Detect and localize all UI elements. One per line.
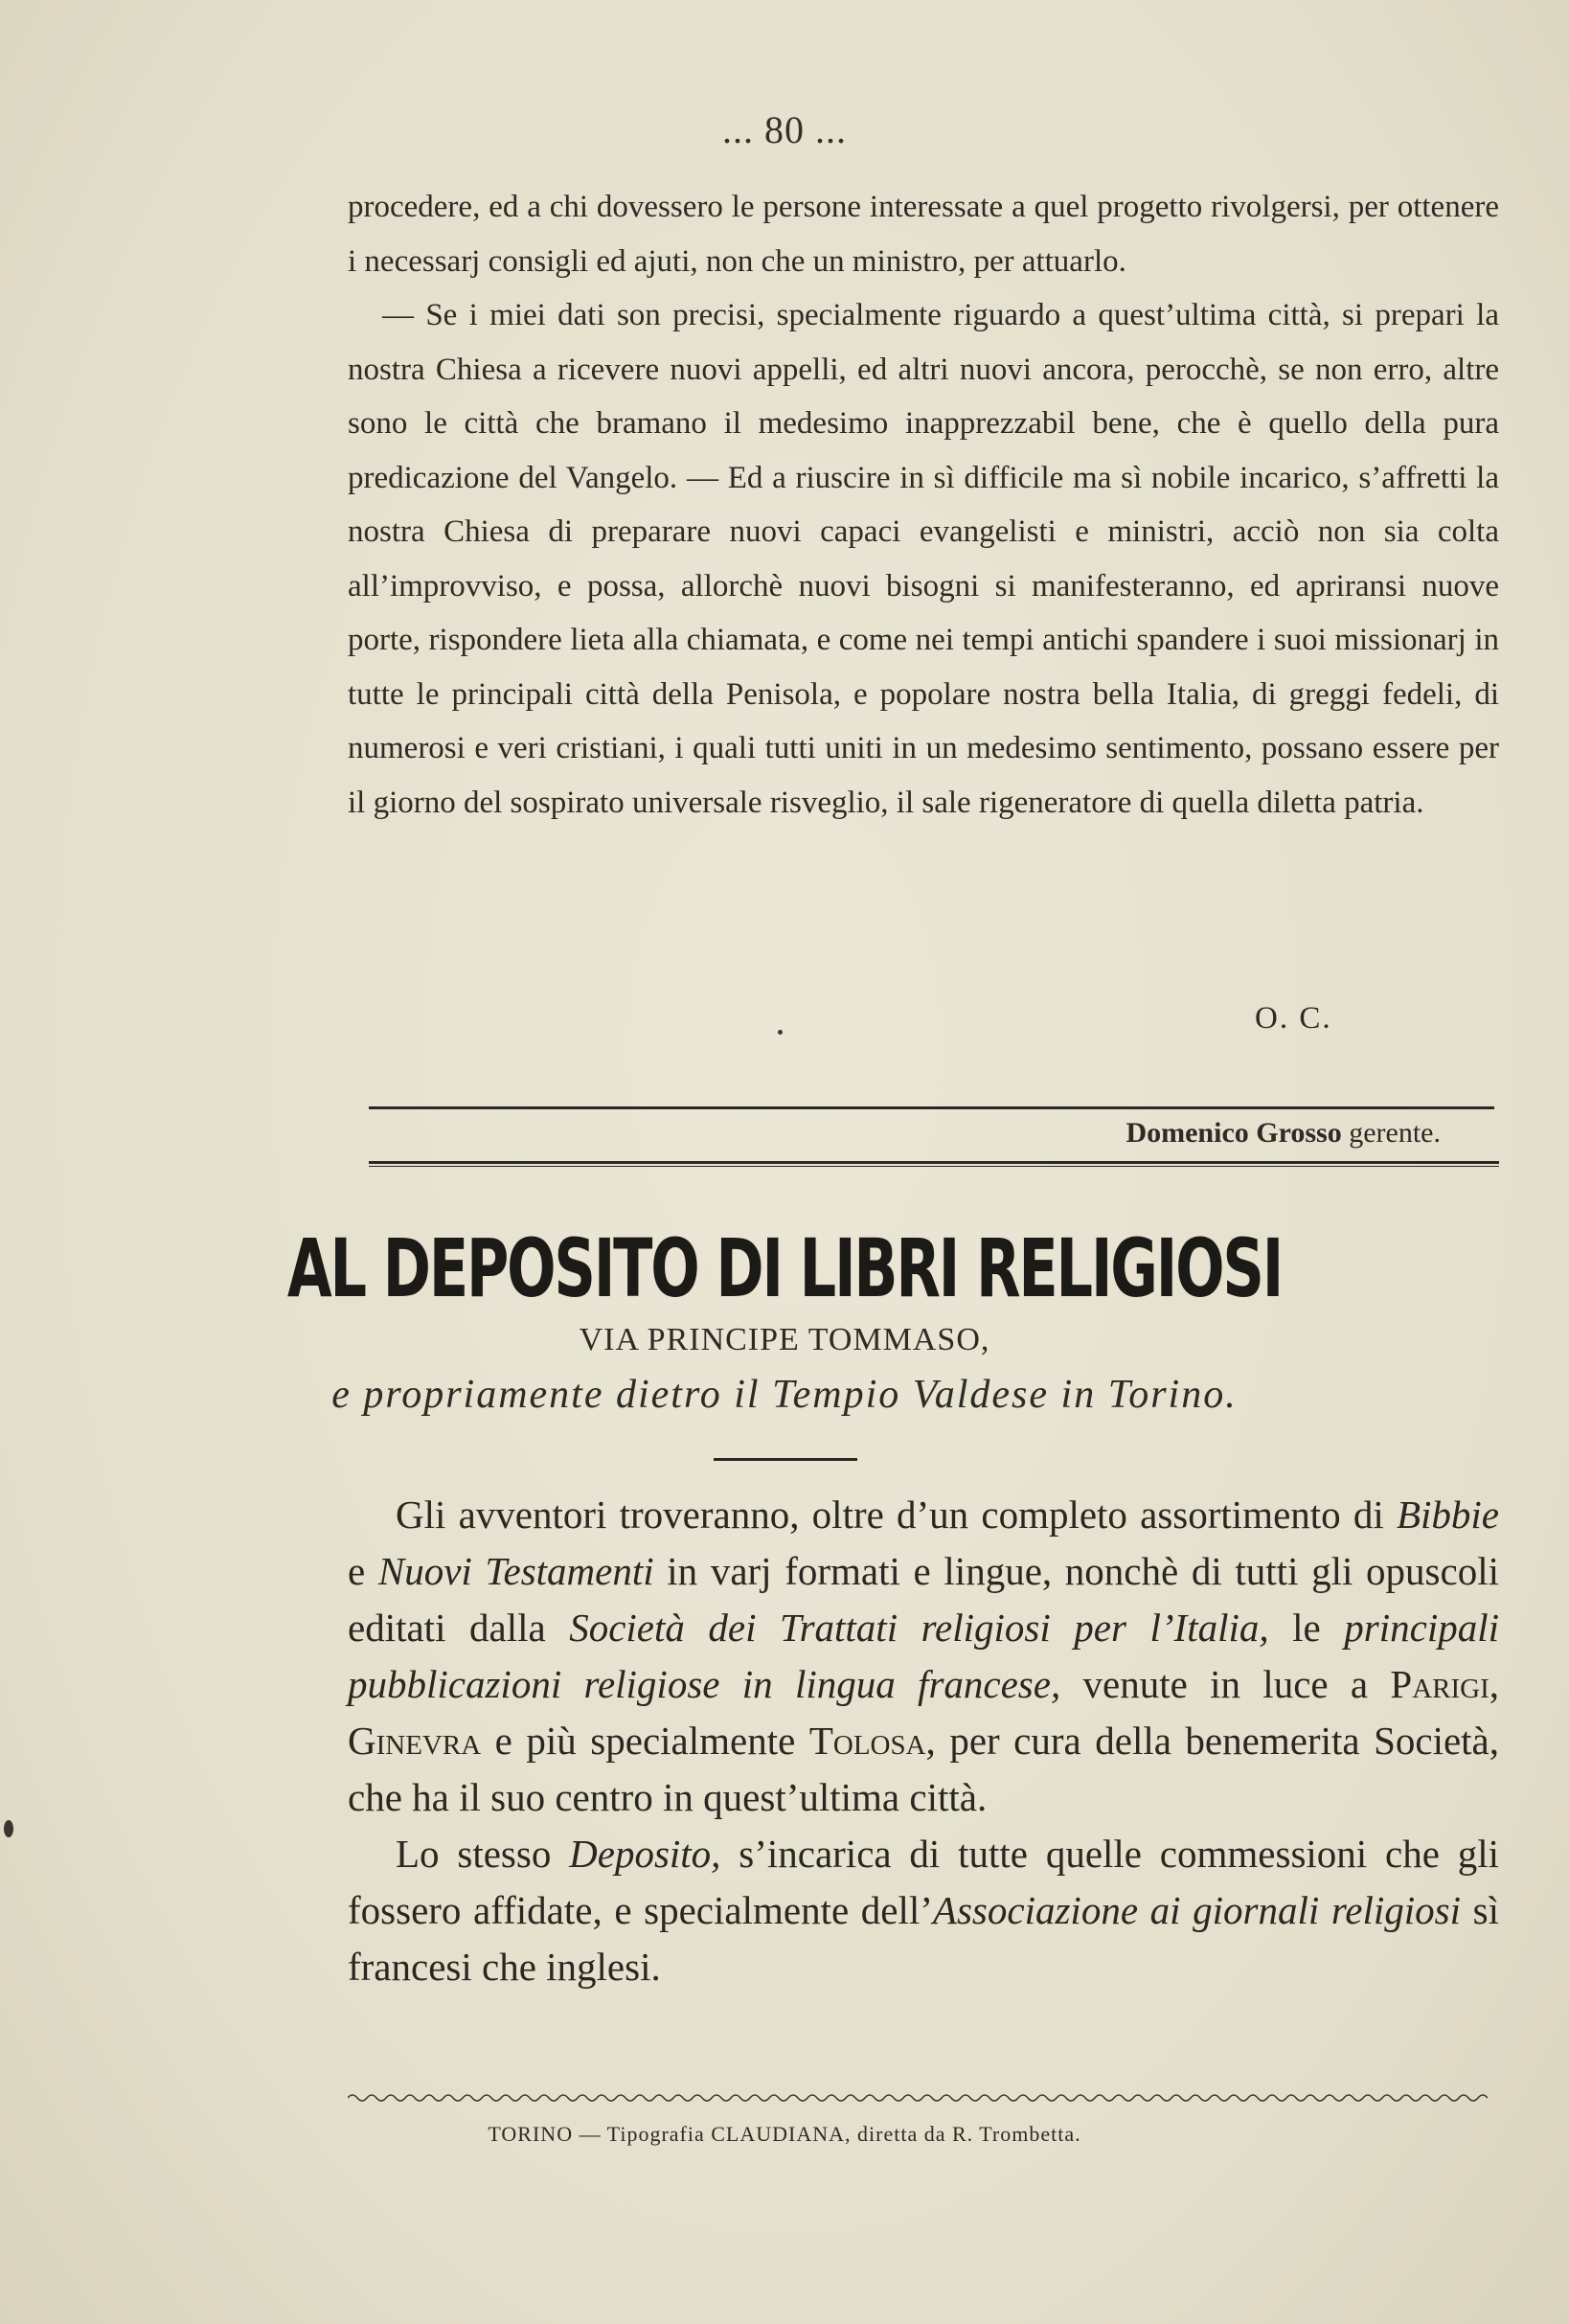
double-divider-rule bbox=[369, 1161, 1499, 1167]
ad-p1-e: in varj formati e lingue, nonchè di tutti gli opuscoli editati dalla bbox=[348, 1549, 1499, 1650]
article-paragraph-2: — Se i miei dati son precisi, specialmente riguardo a quest’ultima città, si prepari la nostra Chiesa a ricevere nuovi appelli, ed altri nuovi ancora, perocchè, se non erro, altre sono le città che bramano il medesimo inapprezzabil bene, che è quello della pura predicazione del Vangelo. — Ed a riuscire in sì difficile ma sì nobile incarico, s’affretti la nostra Chiesa di preparare nuovi capaci evangelisti e ministri, acciò non sia colta all’improvviso, e possa, allorchè nuovi bisogni si manifesteranno, ed apriransi nuove porte, rispondere lieta alla chiamata, e come nei tempi antichi spandere i suoi missionarj in tutte le principali città della Penisola, e popolare nostra bella Italia, di greggi fedeli, di numerosi e veri cristiani, i quali tutti uniti in un medesimo sentimento, possano essere per il giorno del sospirato universale risveglio, il sale rigeneratore di quella diletta patria. bbox=[348, 298, 1499, 820]
ad-p1-n: Tolosa bbox=[808, 1719, 926, 1763]
ad-p2-b: Deposito, bbox=[569, 1832, 721, 1876]
ad-p1-c: e bbox=[348, 1549, 378, 1593]
wavy-ornament-rule bbox=[348, 2088, 1488, 2108]
ad-p1-g: le bbox=[1268, 1606, 1345, 1650]
ad-p2-e: sì francesi che inglesi. bbox=[348, 1888, 1499, 1989]
ad-p1-j: Parigi bbox=[1390, 1662, 1489, 1706]
ad-p1-b: Bibbie bbox=[1396, 1492, 1499, 1537]
article-body bbox=[348, 180, 1499, 830]
advertisement-location: e propriamente dietro il Tempio Valdese in Torino. bbox=[331, 1373, 1238, 1417]
ad-p1-h: principali pubblicazioni religiose in lingua francese, bbox=[348, 1606, 1499, 1706]
ad-p2-a: Lo stesso bbox=[396, 1832, 570, 1876]
advertisement-body bbox=[348, 1487, 1499, 1995]
ad-p1-k: , bbox=[1489, 1662, 1500, 1706]
gerente-role: gerente. bbox=[1349, 1117, 1441, 1149]
advertisement-paragraph-2 bbox=[348, 1826, 1499, 1995]
gerente-line bbox=[1126, 1117, 1441, 1150]
ad-p2-c: s’incarica di tutte quelle commessioni che gli fossero affidate, e specialmente dell’ bbox=[348, 1832, 1499, 1932]
advertisement-headline: AL DEPOSITO DI LIBRI RELIGIOSI bbox=[286, 1221, 1283, 1315]
article-signature: O. C. bbox=[1255, 1001, 1332, 1036]
ad-p1-o: , per cura della benemerita Società, che ha il suo centro in quest’ultima città. bbox=[348, 1719, 1499, 1819]
printer-imprint: TORINO — Tipografia CLAUDIANA, diretta da R. Trombetta. bbox=[488, 2122, 1081, 2146]
ink-speck bbox=[4, 1820, 13, 1837]
advertisement-paragraph-1 bbox=[348, 1487, 1499, 1826]
gerente-name: Domenico Grosso bbox=[1126, 1117, 1342, 1149]
ad-p1-d: Nuovi Testamenti bbox=[377, 1549, 654, 1593]
ink-speck bbox=[778, 1030, 783, 1035]
ad-p1-m: e più specialmente bbox=[481, 1719, 809, 1763]
ad-p2-d: Associazione ai giornali religiosi bbox=[932, 1888, 1462, 1932]
ad-p1-i: venute in luce a bbox=[1060, 1662, 1391, 1706]
ad-p1-l: Ginevra bbox=[348, 1719, 482, 1763]
article-paragraph-1: procedere, ed a chi dovessero le persone interessate a quel progetto rivolgersi, per ottenere i necessarj consigli ed ajuti, non che un ministro, per attuarlo. bbox=[348, 190, 1499, 279]
page-number: ... 80 ... bbox=[722, 108, 847, 151]
ad-p1-f: Società dei Trattati religiosi per l’Italia, bbox=[569, 1606, 1269, 1650]
ad-p1-a: Gli avventori troveranno, oltre d’un completo assortimento di bbox=[396, 1492, 1397, 1537]
advertisement-street: VIA PRINCIPE TOMMASO, bbox=[579, 1322, 990, 1357]
divider-rule bbox=[369, 1106, 1494, 1109]
short-divider-rule bbox=[714, 1458, 857, 1461]
